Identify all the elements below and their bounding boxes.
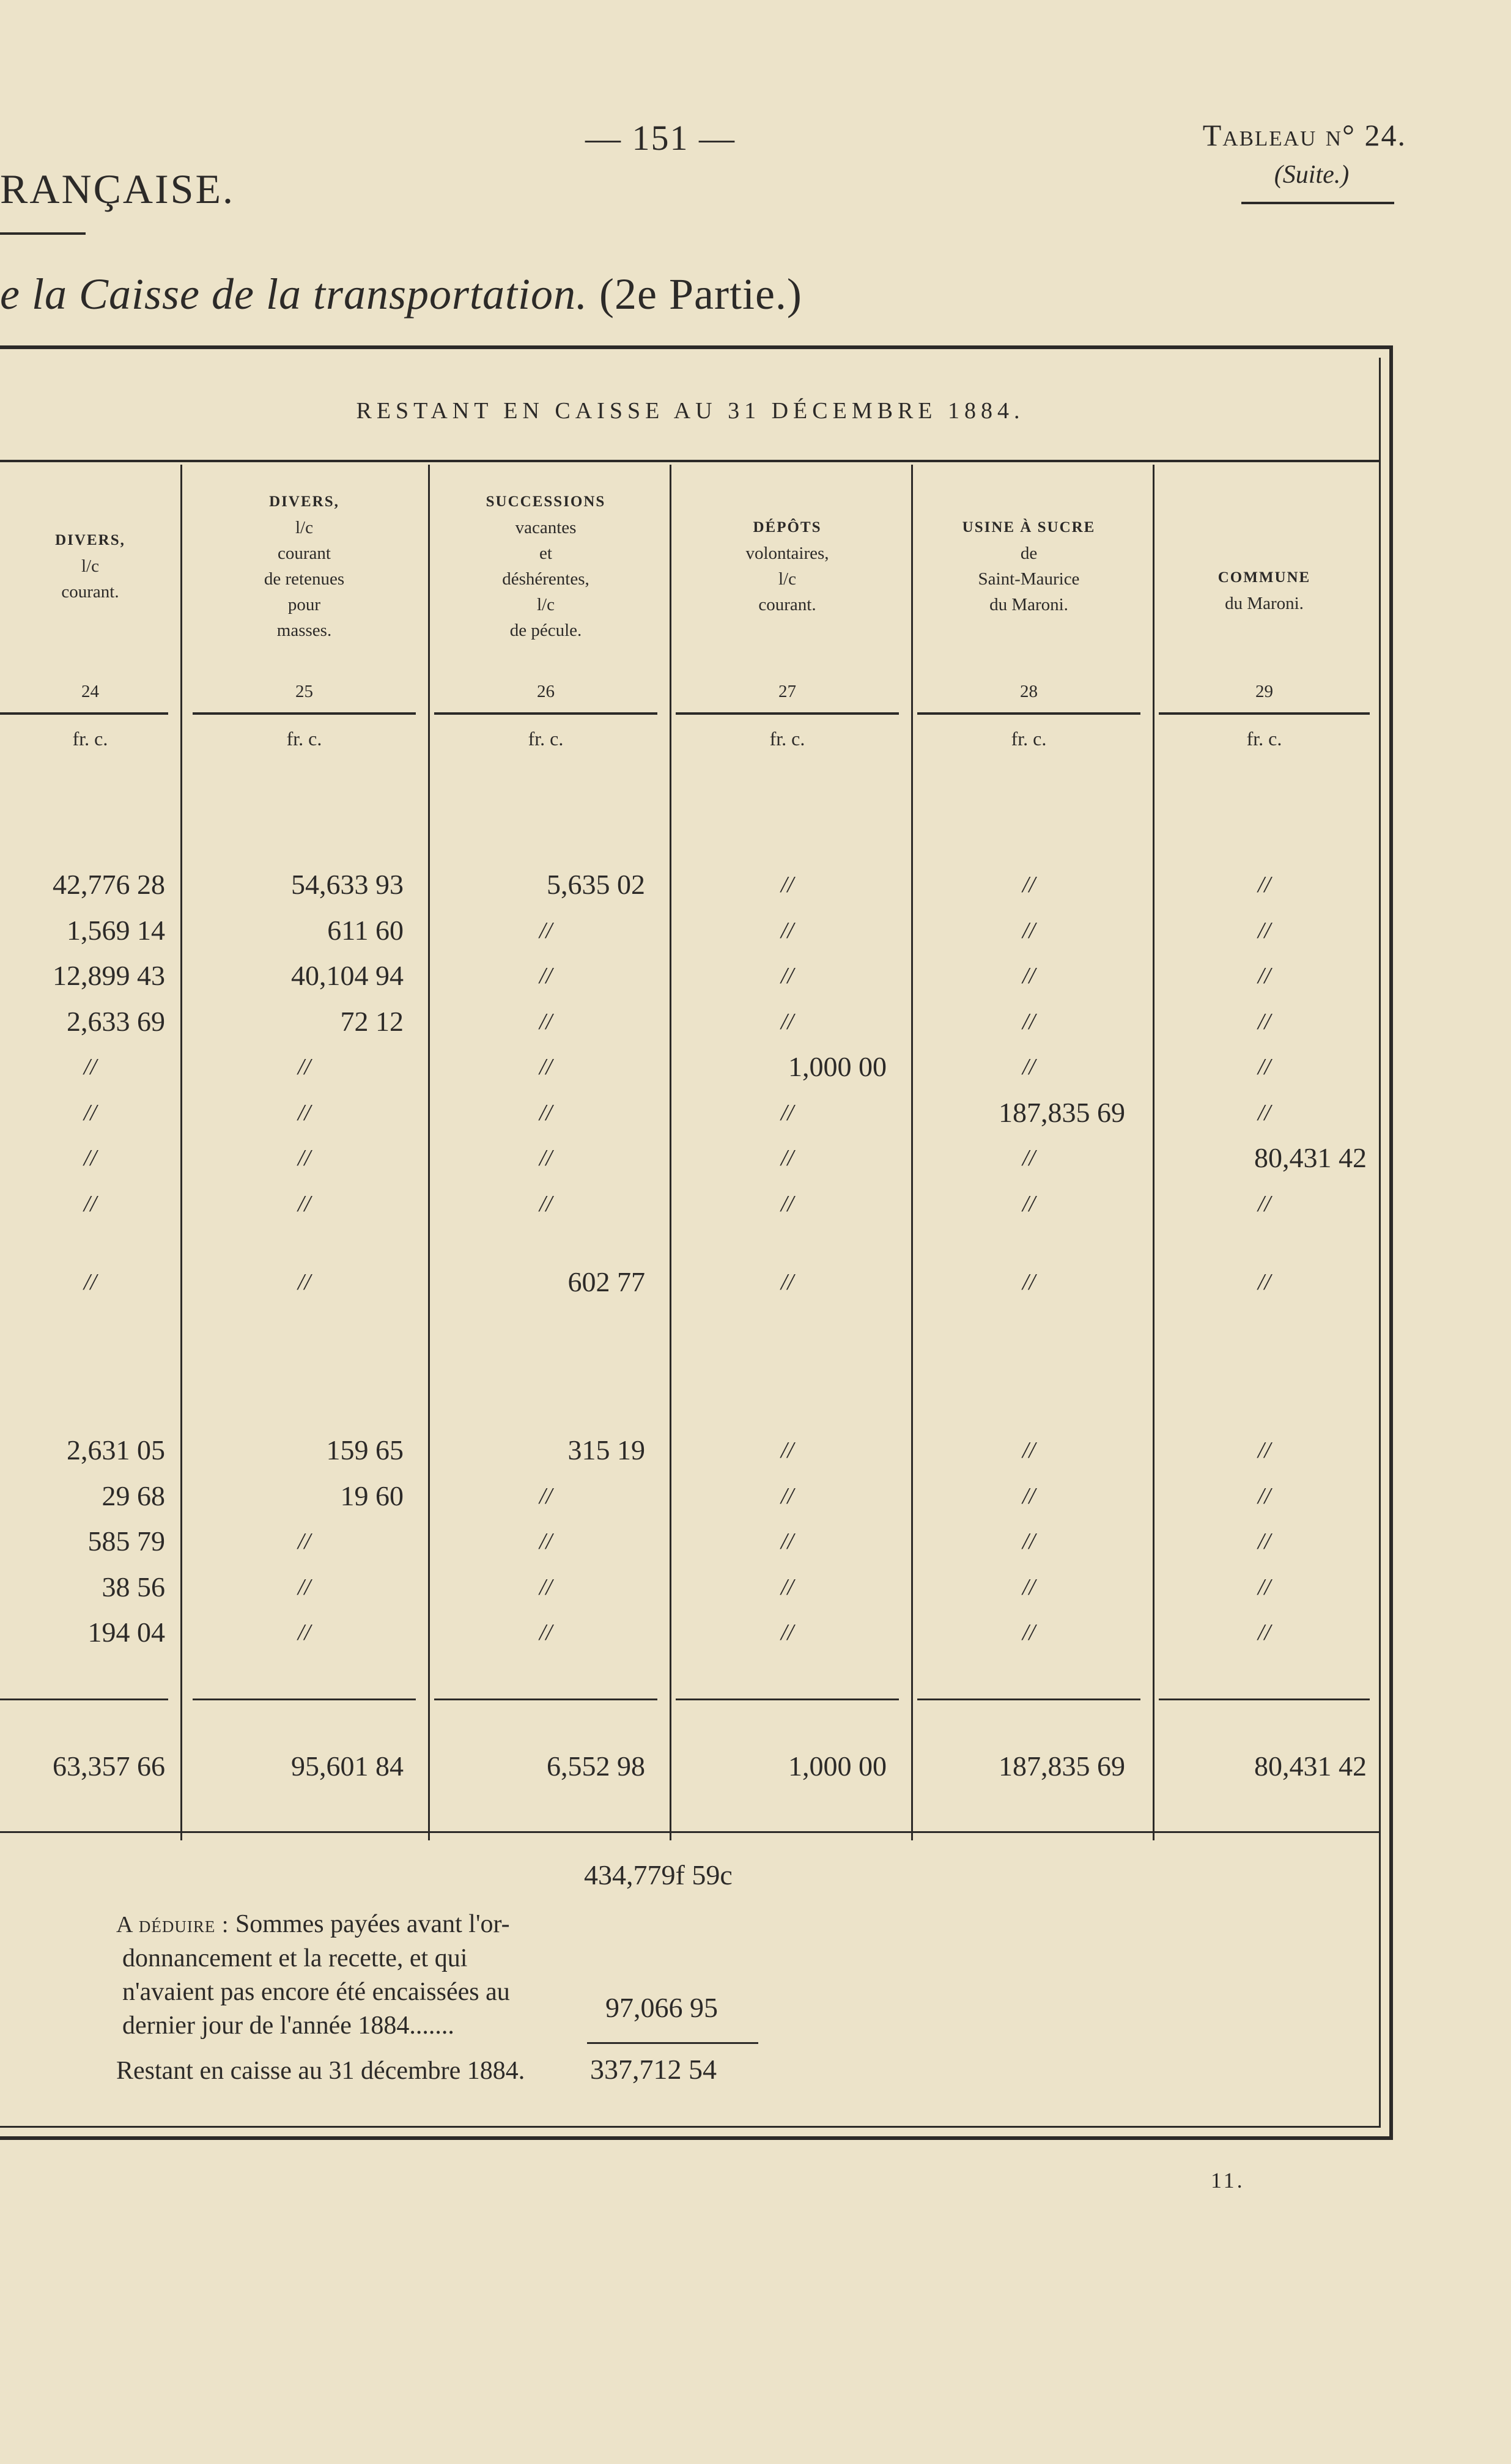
column-header-line: courant (278, 544, 331, 563)
column-header (670, 515, 905, 618)
empty-cell-mark: // (297, 1145, 311, 1171)
empty-cell-mark: // (83, 1099, 97, 1126)
empty-cell-mark: // (1257, 1008, 1271, 1035)
total-rule (917, 1699, 1140, 1700)
column-header-line: DÉPÔTS (753, 519, 822, 536)
column-header-line: de pécule. (509, 621, 582, 640)
column-header (0, 528, 180, 605)
table-cell: 72 12 (340, 1005, 404, 1037)
table-cell: 5,635 02 (547, 869, 645, 900)
empty-cell-mark: // (1022, 872, 1036, 898)
column-header (1153, 565, 1376, 616)
empty-cell-mark: // (780, 963, 794, 989)
deduct-line-2: donnancement et la recette, et qui (122, 1944, 468, 1972)
empty-cell-mark: // (780, 1529, 794, 1554)
column-header-rule (676, 712, 899, 715)
table-cell: 80,431 42 (1254, 1142, 1367, 1173)
empty-cell-mark: // (297, 1099, 311, 1126)
empty-cell-mark: // (780, 1099, 794, 1126)
deduct-line-4: dernier jour de l'année 1884....... (122, 2012, 454, 2040)
empty-cell-mark: // (1022, 1054, 1036, 1080)
empty-cell-mark: // (539, 1190, 553, 1217)
column-header-line: volontaires, (745, 544, 829, 563)
column-unit: fr. c. (1011, 728, 1047, 750)
column-header-rule (0, 712, 168, 715)
table-cell: 2,633 69 (67, 1005, 165, 1037)
empty-cell-mark: // (297, 1054, 311, 1080)
empty-cell-mark: // (83, 1054, 97, 1080)
empty-cell-mark: // (1257, 1483, 1271, 1509)
column-header-line: l/c (81, 556, 99, 576)
empty-cell-mark: // (297, 1269, 311, 1295)
column-header-line: courant. (61, 582, 119, 602)
deduct-line-1: Sommes payées avant l'or- (235, 1910, 510, 1938)
empty-cell-mark: // (1257, 917, 1271, 943)
column-header-line: DIVERS, (269, 493, 339, 510)
table-cell: 315 19 (567, 1434, 645, 1466)
column-header-line: de (1020, 544, 1038, 563)
deduct-line-3: n'avaient pas encore été encaissées au (122, 1978, 510, 2006)
column-header-line: SUCCESSIONS (486, 493, 606, 510)
table-bottom-rule (0, 1831, 1381, 1833)
empty-cell-mark: // (539, 1145, 553, 1171)
table-cell: 1,000 00 (788, 1051, 887, 1082)
empty-cell-mark: // (83, 1145, 97, 1171)
empty-cell-mark: // (539, 1483, 553, 1509)
empty-cell-mark: // (1022, 1145, 1036, 1171)
table-cell: 1,000 00 (788, 1750, 887, 1782)
deduction-note (116, 1908, 605, 2043)
table-cell: 602 77 (567, 1266, 645, 1297)
column-header-line: du Maroni. (989, 595, 1068, 614)
total-rule (1159, 1699, 1370, 1700)
empty-cell-mark: // (780, 1269, 794, 1295)
empty-cell-mark: // (1022, 1574, 1036, 1600)
table-label-rule (1241, 202, 1394, 204)
empty-cell-mark: // (1022, 1008, 1036, 1035)
column-number: 26 (537, 682, 555, 701)
table-cell: 187,835 69 (999, 1096, 1125, 1128)
empty-cell-mark: // (1257, 1190, 1271, 1217)
table-cell: 29 68 (102, 1480, 165, 1511)
table-banner: RESTANT EN CAISSE AU 31 DÉCEMBRE 1884. (356, 398, 1025, 424)
column-header-line: vacantes (515, 518, 577, 537)
restant-amount: 337,712 54 (590, 2054, 717, 2085)
column-number: 28 (1020, 682, 1038, 701)
total-rule (193, 1699, 416, 1700)
column-header (187, 489, 422, 643)
empty-cell-mark: // (1257, 872, 1271, 898)
empty-cell-mark: // (1257, 1620, 1271, 1645)
column-unit: fr. c. (528, 728, 564, 750)
deduct-sum-rule (587, 2042, 758, 2044)
empty-cell-mark: // (1257, 1269, 1271, 1295)
empty-cell-mark: // (1022, 1190, 1036, 1217)
empty-cell-mark: // (539, 1099, 553, 1126)
column-header-line: de retenues (264, 569, 345, 589)
column-header-line: l/c (537, 595, 555, 614)
column-unit: fr. c. (1246, 728, 1282, 750)
empty-cell-mark: // (297, 1620, 311, 1645)
column-header-rule (1159, 712, 1370, 715)
table-cell: 1,569 14 (67, 914, 165, 946)
table-cell: 2,631 05 (67, 1434, 165, 1466)
table-cell: 95,601 84 (291, 1750, 404, 1782)
table-cell: 54,633 93 (291, 869, 404, 900)
column-header-line: et (539, 544, 552, 563)
table-cell: 63,357 66 (53, 1750, 165, 1782)
column-number: 27 (778, 682, 796, 701)
empty-cell-mark: // (1257, 1054, 1271, 1080)
deduct-label: A déduire : (116, 1912, 229, 1938)
empty-cell-mark: // (297, 1574, 311, 1600)
table-cell: 38 56 (102, 1571, 165, 1603)
empty-cell-mark: // (780, 917, 794, 943)
table-cell: 6,552 98 (547, 1750, 645, 1782)
page-subtitle (0, 269, 802, 320)
column-header-line: l/c (295, 518, 313, 537)
empty-cell-mark: // (780, 1620, 794, 1645)
empty-cell-mark: // (539, 1054, 553, 1080)
empty-cell-mark: // (1022, 1620, 1036, 1645)
table-cell: 19 60 (340, 1480, 404, 1511)
column-number: 29 (1255, 682, 1273, 701)
empty-cell-mark: // (539, 963, 553, 989)
table-cell: 159 65 (326, 1434, 404, 1466)
table-cell: 611 60 (327, 914, 404, 946)
column-header-line: masses. (276, 621, 332, 640)
sheet-number: 11. (1211, 2168, 1245, 2193)
empty-cell-mark: // (1022, 917, 1036, 943)
empty-cell-mark: // (539, 1620, 553, 1645)
column-header-rule (434, 712, 657, 715)
empty-cell-mark: // (1257, 1099, 1271, 1126)
subtitle-part: (2e Partie.) (599, 270, 802, 319)
column-header-line: COMMUNE (1217, 569, 1311, 586)
empty-cell-mark: // (1257, 1437, 1271, 1463)
column-divider (180, 465, 182, 1840)
empty-cell-mark: // (539, 1574, 553, 1600)
table-cell: 40,104 94 (291, 960, 404, 991)
total-rule (434, 1699, 657, 1700)
empty-cell-mark: // (780, 1483, 794, 1509)
column-header-line: Saint-Maurice (978, 569, 1080, 589)
empty-cell-mark: // (1257, 1574, 1271, 1600)
table-suite: (Suite.) (1274, 161, 1350, 189)
table-cell: 42,776 28 (53, 869, 165, 900)
empty-cell-mark: // (780, 1437, 794, 1463)
empty-cell-mark: // (780, 1008, 794, 1035)
column-header (428, 489, 663, 643)
table-cell: 187,835 69 (999, 1750, 1125, 1782)
table-label: Tableau n° 24. (1202, 118, 1406, 152)
empty-cell-mark: // (539, 1008, 553, 1035)
column-header-line: du Maroni. (1225, 594, 1304, 613)
empty-cell-mark: // (539, 1529, 553, 1554)
column-header-line: DIVERS, (55, 532, 125, 548)
total-rule (676, 1699, 899, 1700)
empty-cell-mark: // (1257, 1529, 1271, 1554)
column-unit: fr. c. (286, 728, 322, 750)
empty-cell-mark: // (1022, 1269, 1036, 1295)
column-unit: fr. c. (72, 728, 108, 750)
column-header (911, 515, 1147, 618)
empty-cell-mark: // (780, 872, 794, 898)
empty-cell-mark: // (780, 1574, 794, 1600)
deduct-amount: 97,066 95 (605, 1992, 718, 2023)
column-header-rule (193, 712, 416, 715)
empty-cell-mark: // (297, 1529, 311, 1554)
restant-label: Restant en caisse au 31 décembre 1884. (116, 2057, 525, 2085)
empty-cell-mark: // (83, 1190, 97, 1217)
subtitle-italic: e la Caisse de la transportation. (0, 270, 588, 319)
column-header-line: l/c (778, 569, 796, 589)
empty-cell-mark: // (1022, 1483, 1036, 1509)
empty-cell-mark: // (1257, 963, 1271, 989)
column-number: 24 (81, 682, 99, 701)
running-head-rule (0, 232, 86, 235)
empty-cell-mark: // (1022, 1437, 1036, 1463)
column-unit: fr. c. (769, 728, 805, 750)
table-cell: 12,899 43 (53, 960, 165, 991)
table-cell: 80,431 42 (1254, 1750, 1367, 1782)
empty-cell-mark: // (780, 1190, 794, 1217)
empty-cell-mark: // (1022, 1529, 1036, 1554)
table-cell: 194 04 (87, 1617, 165, 1648)
running-head-left: RANÇAISE. (0, 166, 235, 212)
empty-cell-mark: // (780, 1145, 794, 1171)
column-header-line: déshérentes, (502, 569, 589, 589)
table-cell: 585 79 (87, 1525, 165, 1557)
column-header-line: USINE À SUCRE (962, 519, 1096, 536)
column-header-line: pour (287, 595, 321, 614)
column-number: 25 (295, 682, 313, 701)
grand-total: 434,779f 59c (584, 1859, 733, 1890)
column-header-rule (917, 712, 1140, 715)
banner-rule (0, 460, 1381, 462)
empty-cell-mark: // (539, 917, 553, 943)
total-rule (0, 1699, 168, 1700)
empty-cell-mark: // (1022, 963, 1036, 989)
empty-cell-mark: // (83, 1269, 97, 1295)
empty-cell-mark: // (297, 1190, 311, 1217)
column-header-line: courant. (758, 595, 816, 614)
page-number: — 151 — (585, 118, 736, 158)
